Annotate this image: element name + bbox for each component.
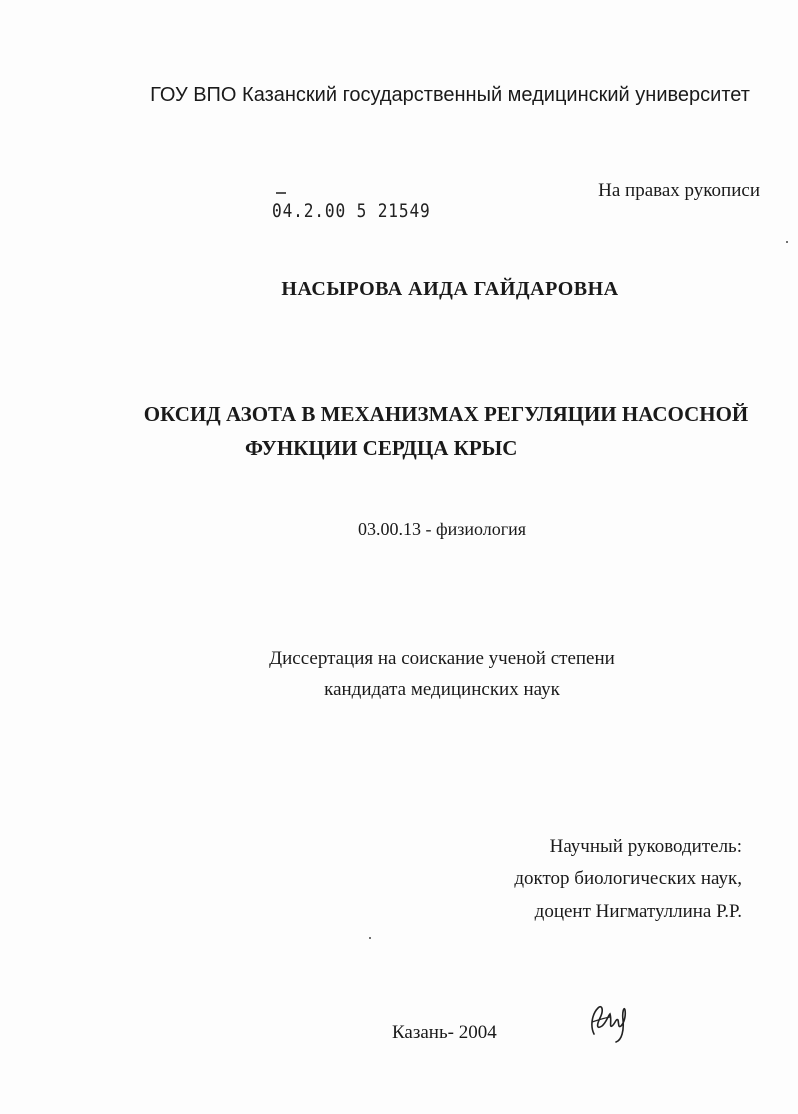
signature-icon xyxy=(582,996,642,1046)
city-year: Казань- 2004 xyxy=(392,1022,497,1043)
scan-speck xyxy=(369,937,371,939)
scan-speck xyxy=(786,241,788,243)
institution-name: ГОУ ВПО Казанский государственный медицинский университет xyxy=(150,84,750,106)
degree-line-2: кандидата медицинских наук xyxy=(324,679,560,700)
stamp-mark xyxy=(276,192,286,194)
specialty-code: 03.00.13 - физиология xyxy=(357,519,527,539)
author-name: НАСЫРОВА АИДА ГАЙДАРОВНА xyxy=(281,278,619,300)
supervisor-degree: доктор биологических наук, xyxy=(514,868,742,889)
rights-notice: На правах рукописи xyxy=(598,180,760,201)
registration-code: 04.2.00 5 21549 xyxy=(272,200,431,222)
degree-line-1: Диссертация на соискание ученой степени xyxy=(269,648,615,669)
supervisor-label: Научный руководитель: xyxy=(549,836,742,857)
thesis-title-line-1: ОКСИД АЗОТА В МЕХАНИЗМАХ РЕГУЛЯЦИИ НАСОСНОЙ xyxy=(143,402,749,426)
thesis-title-line-2: ФУНКЦИИ СЕРДЦА КРЫС xyxy=(245,436,518,460)
supervisor-name: доцент Нигматуллина Р.Р. xyxy=(534,901,742,922)
